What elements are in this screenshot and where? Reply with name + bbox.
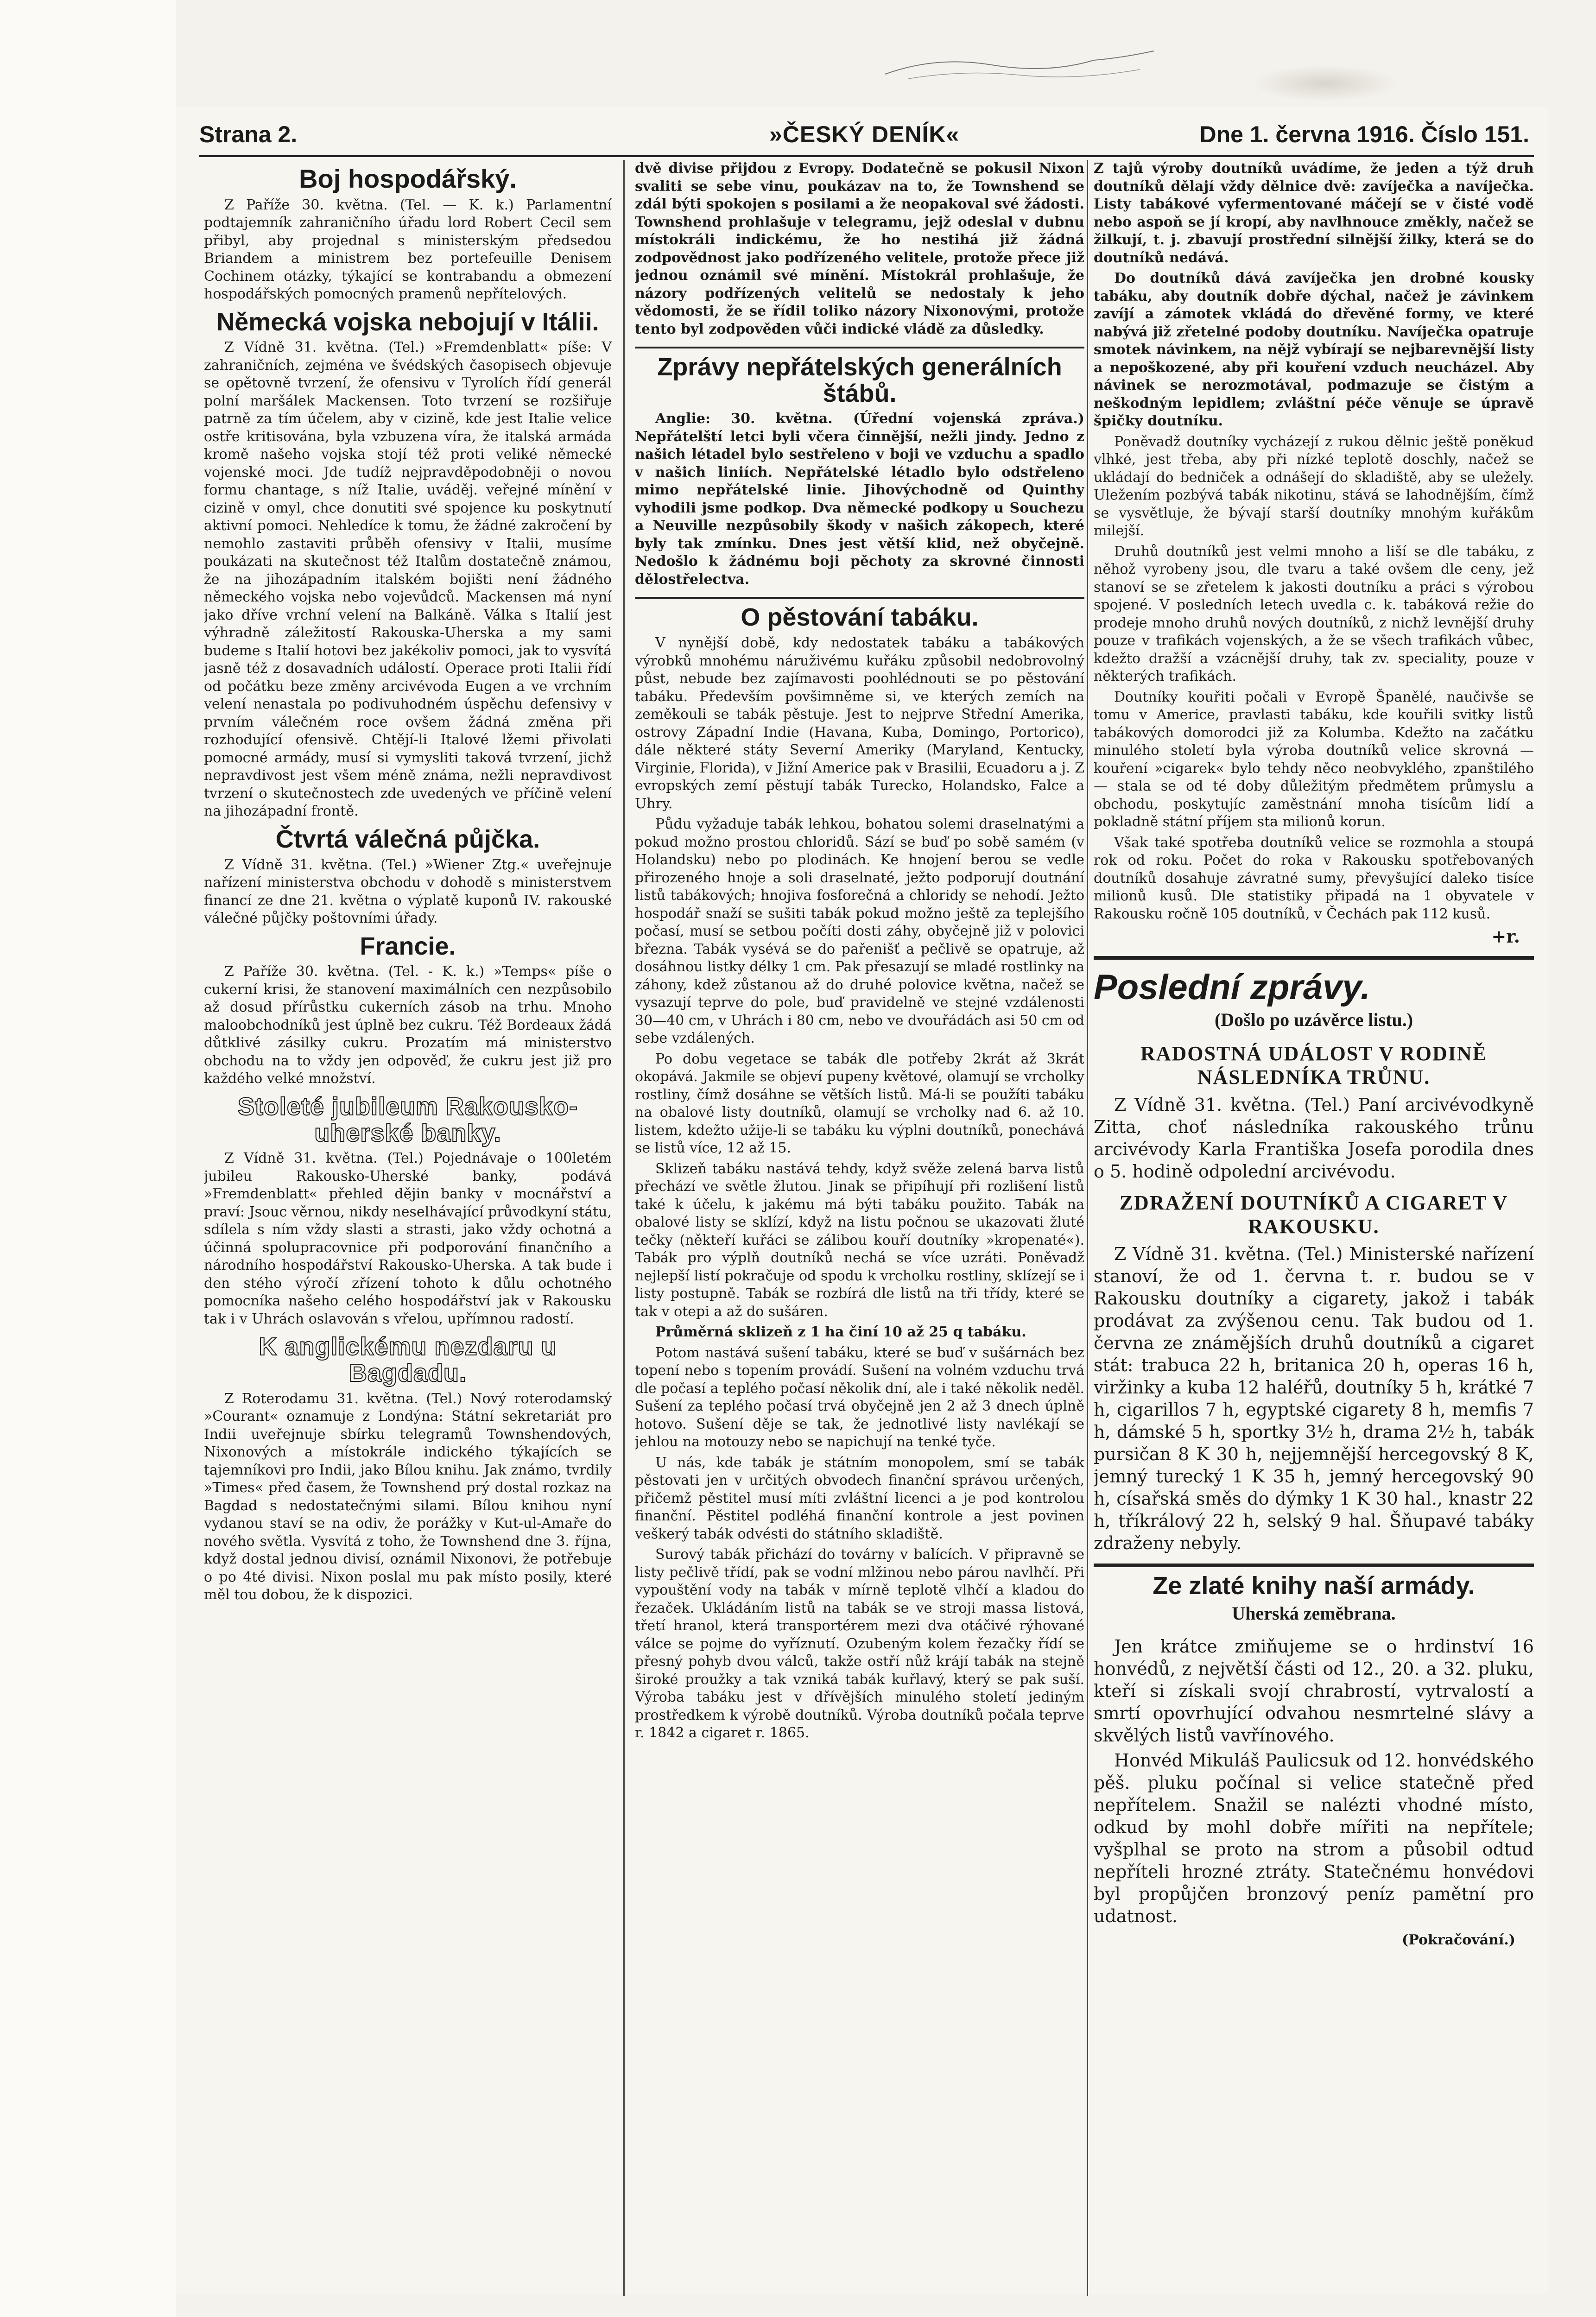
- column-3: [1094, 160, 1534, 2301]
- continued-note: (Pokračování.): [1402, 1932, 1515, 1949]
- article-text: U nás, kde tabák je státním monopolem, smí se tabák pěstovati jen v určitých obvodech finanční správou určených, přičemž pěstitel musí míti zvláštní licenci a je pod kontrolou finanční. Pěstitel podléhá finanční kontrole a jest povinen veškerý tabák odvésti do státního skladiště.: [635, 1454, 1084, 1542]
- article-text: Z Vídně 31. května. (Tel.) »Wiener Ztg.« uveřejnuje nařízení ministerstva obchodu v dohodě s ministerstvem financí ze dne 21. května o výplatě kuponů IV. rakouské válečné půjčky poštovními úřady.: [204, 856, 612, 927]
- divider: [635, 347, 1084, 348]
- column-2: [635, 160, 1084, 2301]
- pencil-scribble: [880, 46, 1159, 88]
- article-text: Honvéd Mikuláš Paulicsuk od 12. honvédského pěš. pluku počínal si velice statečně před nepřítelem. Snažil se nalézti vhodné místo, odkud by mohl dobře mířiti na nepřítele; vyšplhal se proto na strom a působil odtud nepříteli hrozné ztráty. Statečnému honvédovi byl propůjčen bronzový peníz pamětní pro udatnost.: [1094, 1750, 1534, 1927]
- news-text: Z Vídně 31. května. (Tel.) Paní arcivévodkyně Zitta, choť následníka rakouského trůnu arcivévody Karla Františka Josefa porodila dnes o 5. hodině odpolední arcivévodu.: [1094, 1094, 1534, 1182]
- article-text: Sklizeň tabáku nastává tehdy, když svěže zelená barva listů přechází ve světle žlutou. Jinak se připíhují při rozlišení listů také k účelu, k jakému má býti tabáku použito. Tabák na obalové listy se sklízí, když na listu počnou se ukazovati žluté tečky (někteří kuřáci se zálibou kouří doutníky »kropenaté«). Tabák pro výplň doutníků nechá se více uzráti. Poněvadž nejlepší listí pokračuje od spodu k vrcholku rostliny, sklízejí se i listy postupně. Tabák se rozbírá dle listů na tři třídy, které se tak v otepi a až do sušáren.: [635, 1160, 1084, 1320]
- section-subheading: (Došlo po uzávěrce listu.): [1214, 1009, 1413, 1030]
- news-heading: RADOSTNÁ UDÁLOST V RODINĚ NÁSLEDNÍKA TRŮNU.: [1140, 1042, 1488, 1089]
- article-text: Půdu vyžaduje tabák lehkou, bohatou solemi draselnatými a pokud možno prostou chloridů. Sází se buď po sobě samém (v Holandsku) nebo po plodinách. Ke hnojení berou se vedle přirozeného hnoje a soli draselnaté, ježto podporují doutnání listů tabákových; hnojiva fosforečná a chloridy se nehodí. Ježto hospodář snaží se sušiti tabák pokud možno ještě za teplejšího počasí, musí se setbou počíti dosti záhy, obyčejně již v polovici března. Tabák vysévá se do pařenišť a pečlivě se opatruje, až dosáhnou listky délky 1 cm. Pak přesazují se mladé rostlinky na záhony, kdež zůstanou až do druhé polovice května, načež se vysazují teprve do pole, buď pravidelně ve stejné vzdálenosti 30—40 cm, v Uhrách i 80 cm, nebo ve dvouřádách asi 50 cm od sebe vzdálených.: [635, 816, 1084, 1047]
- column-rule: [1087, 160, 1088, 2296]
- article-heading: Boj hospodářský.: [299, 164, 517, 193]
- article-text: Potom nastává sušení tabáku, které se buď v sušárnách bez topení nebo s topením provádí. Sušení na volném vzduchu trvá dle počasí a teplého počasí několik dní, ale i také několik neděl. Sušení za teplého počasí trvá obyčejně jen 2 až 3 dnech úplně hotovo. Sušení děje se tak, že jednotlivé listy navlékají se jehlou na motouzy nebo se napichují na tenké tyče.: [635, 1344, 1084, 1450]
- article-text: Z Roterodamu 31. května. (Tel.) Nový roterodamský »Courant« oznamuje z Londýna: Státní sekretariát pro Indii uveřejnuje sbírku telegramů Townshendových, Nixonových a místokrále indického týkajících se tajemníkovi pro Indii, jako Bílou knihu. Jak známo, tvrdily »Times« před časem, že Townshend prý dostal rozkaz na Bagdad s nedostatečnými silami. Bílou knihou nyní vydanou staví se na odiv, že porážky v Kut-ul-Amaře do nového světla. Vysvítá z toho, že Townshend dne 3. října, když dostal jednou divisí, oznámil Nixonovi, že potřebuje o po 4té divisi. Nixon poslal mu pak místo posily, které měl tou dobou, že k dispozici.: [204, 1390, 612, 1603]
- news-heading: ZDRAŽENÍ DOUTNÍKŮ A CIGARET V RAKOUSKU.: [1119, 1191, 1508, 1238]
- article-text: Anglie: 30. května. (Úřední vojenská zpráva.) Nepřátelští letci byli včera činnější, nežli jindy. Jedno z našich létadel bylo sestřeleno v boji ve vzduchu a spadlo v našich liniích. Nepřátelské létadlo bylo odstřeleno mimo nepřátelské linie. Jihovýchodně od Quinthy vyhodili jsme podkop. Dva německé podkopy u Souchezu a Neuville nezpůsobily škody v našich zákopech, které byly tak zmínku. Dnes jest větší klid, než obyčejně. Nedošlo k žádnému boji pěchoty za skrovné činnosti dělostřelectva.: [635, 411, 1084, 588]
- article-heading: K anglickému nezdaru u Bagdadu.: [259, 1333, 557, 1387]
- section-heading: Ze zlaté knihy naší armády.: [1153, 1571, 1475, 1600]
- article-text: Z Vídně 31. května. (Tel.) »Fremdenblatt« píše: V zahraničních, zejména ve švédských časopisech objevuje se opětovně tvrzení, že ofensivu v Tyrolích řídí generál polní maršálek Mackensen. Toto tvrzení se rozšiřuje patrně za tím účelem, aby v cizině, kde jest Italie velice ostře kritisována, byla vzbuzena víra, že italská armáda kromě našeho vojska stojí též proti veliké německé vojenské moci. Jde tudíž nejpravděpodobněji o novou formu chantage, s níž Italie, uváděj. veřejné mínění v cizině v omyl, chce donutiti své spojence ku poskytnutí aktivní pomoci. Nehledíce k tomu, že žádné zakročení by nemohlo zastaviti průběh ofensivy v Italii, musíme poukázati na skutečnost též Italům dostatečně známou, že na jihozápadním italském bojišti není žádného německého vojska nebo vojevůdců. Mackensen má nyní jako dříve vrchní velení na Balkáně. Válka s Italií jest výhradně záležitostí Rakouska-Uherska a my sami budeme s Italií hotovi bez jakékoliv pomoci, jak to vysvítá jasně též z dosavadních událostí. Operace proti Italii řídí od počátku beze změny arcivévoda Eugen a ve vrchním velení nenastala po podivuhodném úspěchu defensivy v prvním válečném roce ovšem žádná změna při rozhodující ofensivě. Chtějí-li Italové lžemi přivolati pomocné armády, musí si vymysliti taková tvrzení, jichž nepravdivost jest všem méně známa, nežli nepravdivost tvrzení o skutečnostech zde uvedených ve příčině velení na jihozápadní frontě.: [204, 339, 612, 820]
- section-heading: Poslední zprávy.: [1094, 968, 1370, 1007]
- issue-date: Dne 1. června 1916. Číslo 151.: [1199, 121, 1529, 147]
- article-heading: Německá vojska nebojují v Itálii.: [216, 308, 599, 336]
- page-number: Strana 2.: [199, 121, 298, 147]
- article-text: Z Vídně 31. května. (Tel.) Pojednávaje o 100letém jubileu Rakousko-Uherské banky, podává »Fremdenblatt« přehled dějin banky v mocnářství a praví: Jsouc věrnou, nikdy neselhávající průvodkyní státu, sdílela s ním vždy slasti a strasti, jako vždy ochotná a účinná spolupracovnice při podporování finančního a národního hospodářství Rakousko-Uherska. A tak bude i den stého výročí zřízení tohoto k důlu ochotného pomocníka našeho celého hospodářství jak v Rakousku tak i v Uhrách oslavován s vřelou, upřímnou radostí.: [204, 1150, 612, 1327]
- article-text: Z tajů výroby doutníků uvádíme, že jeden a týž druh doutníků dělají vždy dělnice dvě: zavíječka a navíječka. Listy tabákové vyfermentované máčejí se v čisté vodě nebo aspoň se jí kropí, aby navlhnouce změkly, načež se žilkují, t. j. zbavují prostřední silnější žilky, která se do doutníků nedává.: [1094, 160, 1534, 266]
- paper-stain: [1251, 65, 1400, 102]
- page-margin: [0, 0, 176, 2317]
- article-heading: O pěstování tabáku.: [741, 603, 979, 632]
- article-text: Poněvadž doutníky vycházejí z rukou dělnic ještě poněkud vlhké, jest třeba, aby při nízké teplotě doschly, načež se ukládají do bedniček a odnášejí do skladiště, aby se uležely. Uležením pozbývá tabák nikotinu, stává se lahodnějším, čímž se vysvětluje, že bývají starší doutníky mnohým kuřákům milejší.: [1094, 433, 1534, 539]
- article-heading: Zprávy nepřátelských generálních štábů.: [657, 353, 1062, 407]
- article-heading: Čtvrtá válečná půjčka.: [275, 825, 540, 853]
- news-text: Z Vídně 31. května. (Tel.) Ministerské nařízení stanoví, že od 1. června t. r. budou se v Rakousku doutníky a cigarety, jakož i tabák prodávat za zvýšenou cenu. Tak budou od 1. června ze známějších druhů doutníků a cigaret stát: trabuca 22 h, britanica 20 h, operas 16 h, viržinky a kuba 12 haléřů, doutníky 5 h, krátké 7 h, cigarillos 7 h, egyptské cigarety 8 h, memfis 7 h, dámské 5 h, sportky 3½ h, drama 2½ h, tabák pursičan 8 K 30 h, nejjemnější hercegovský 8 K, jemný turecký 1 K 35 h, jemný hercegovský 90 h, císařská směs do dýmky 1 K 30 hal., knastr 22 h, tříkrálový 22 h, selský 9 hal. Šňupavé tabáky zdraženy nebyly.: [1094, 1243, 1534, 1553]
- divider: [1094, 956, 1534, 960]
- divider: [1094, 1564, 1534, 1567]
- page-header: [199, 118, 1534, 157]
- article-text: Jen krátce zmiňujeme se o hrdinství 16 honvédů, z největší části od 12., 20. a 32. pluku, kteří si získali svojí chrabrostí, vytrvalostí a smrtí opovrhující odvahou nesmrtelné slávy a skvělých listů vavřínového.: [1094, 1636, 1534, 1746]
- author-signature: +r.: [1491, 926, 1520, 947]
- article-text: Druhů doutníků jest velmi mnoho a liší se dle tabáku, z něhož vyrobeny jsou, dle tvaru a také ovšem dle ceny, jež stanoví se se zřetelem k jakosti doutníku a práci s výrobou spojené. V posledních letech uvedla c. k. tabáková režie do prodeje mnoho druhů nových doutníků, z nichž levnější druhy pouze v trafikách vojenských, a že se všech trafikách vůbec, kdežto dražší a vzácnější druhy, tak zv. speciality, pouze v některých trafikách.: [1094, 543, 1534, 684]
- column-1: [204, 160, 612, 2301]
- article-heading: Francie.: [360, 932, 456, 960]
- article-text: Z Paříže 30. května. (Tel. — K. k.) Parlamentní podtajemník zahraničního úřadu lord Robert Cecil sem přibyl, aby projednal s ministerským předsedou Briandem a ministrem bez portefeuille Denisem Cochinem otázky, týkající se kontrabandu a obmezení hospodářských pomocných pramenů nepřítelových.: [204, 196, 612, 303]
- article-text: Doutníky kouřiti počali v Evropě Španělé, naučivše se tomu v Americe, pravlasti tabáku, kde kouřili svitky listů tabákových domorodci již za Kolumba. Kdežto na začátku minulého století byla výroba doutníků velice skrovná — kouření »cigarek« bylo tehdy něco neobvyklého, zpanštilého — stala se od té doby důležitým předmětem průmyslu a obchodu, poskytujíc zaměstnání mnoha tisícům lidí a pokladně státní příjem sta milionů korun.: [1094, 689, 1534, 830]
- article-text: Průměrná sklizeň z 1 ha činí 10 až 25 q tabáku.: [655, 1324, 1026, 1341]
- article-text: Však také spotřeba doutníků velice se rozmohla a stoupá rok od roku. Počet do roka v Rakousku spotřebovaných doutníků dosahuje závratné sumy, převyšující daleko tisíce milionů kusů. Dle statistiky připadá na 1 obyvatele v Rakousku ročně 105 doutníků, v Čechách pak 112 kusů.: [1094, 834, 1534, 922]
- article-text: Po dobu vegetace se tabák dle potřeby 2krát až 3krát okopává. Jakmile se objeví pupeny květové, olamují se vrcholky rostliny, čímž dosáhne se větších listů. Má-li se použíti tabáku na obalové listy doutníků, olamují se vrcholky nad 6. až 10. listem, kdežto užije-li se tabáku ku výplni doutníků, ponechává se listů více, 12 až 15.: [635, 1051, 1084, 1157]
- article-text: Do doutníků dává zavíječka jen drobné kousky tabáku, aby doutník dobře dýchal, načež je závinkem zavíjí a zámotek vkládá do dřevěné formy, ve které nabývá již zřetelné podoby doutníku. Navíječka opatruje smotek návinkem, na nějž vybírají se nejbarevnější listy a nepoškozené, aby při kouření vzduch neucházel. Aby návinek se nerozmotával, podmazuje se čistým a neškodným lepidlem; zvláštní péče věnuje se úpravě špičky doutníku.: [1094, 270, 1534, 429]
- column-rule: [623, 160, 625, 2296]
- article-text: Surový tabák přichází do továrny v balících. V připravně se listy pečlivě třídí, pak se vodní mlžinou nebo párou navlhčí. Při vypouštění vody na tabák v mírně teplotě vlhčí a kladou do řezaček. Ukládáním listů na tabák se ve stroji massa listová, třetí hranol, která transportérem mezi dva otáčivé rýhované válce se pojme do vyříznutí. Ozubeným kolem řezačky řídí se přesný pohyb dvou válců, takže ostří nůž krájí tabák na stejně široké proužky a tak vzniká tabák kuřlavý, který se pak suší. Výroba tabáku jest v dřívějších minulého století jediným prostředkem k výrobě doutníků. Výroba doutníků počala teprve r. 1842 a cigaret r. 1865.: [635, 1546, 1084, 1741]
- article-text: Z Paříže 30. května. (Tel. - K. k.) »Temps« píše o cukerní krisi, že stanovení maximálních cen nezpůsobilo až dosud přírůstku cukerních zásob na trhu. Mnoho maloobchodníků jest úplně bez cukru. Též Bordeaux žádá důtklivé zásilky cukru. Prozatím má ministerstvo obchodu na to vždy jen odpověď, že cukru jest již pro každého velké množství.: [204, 963, 612, 1087]
- article-text: V nynější době, kdy nedostatek tabáku a tabákových výrobků mnohému náruživému kuřáku způsobil nedobrovolný půst, nebude bez zajímavosti poohlédnouti se po pěstování tabáku. Především povšimněme si, ve kterých zemích na zeměkouli se tabák pěstuje. Jest to nejprve Střední Amerika, ostrovy Západní Indie (Havana, Kuba, Domingo, Portorico), dále některé státy Severní Ameriky (Maryland, Kentucky, Virginie, Florida), v Jižní Americe pak v Brasilii, Ecuadoru a j. Z evropských zemí pěstují tabák Turecko, Holandsko, Falce a Uhry.: [635, 635, 1084, 812]
- newspaper-title: »ČESKÝ DENÍK«: [769, 121, 960, 147]
- article-text: dvě divise přijdou z Evropy. Dodatečně se pokusil Nixon svaliti se sebe vinu, poukázav na to, že Townshend se zdál býti spokojen s posilami a že neopakoval své žádosti. Townshend prohlašuje v telegramu, jejž odeslal v dubnu místokráli indickému, že ho nestihá již žádná zodpovědnost jako podřízeného velitele, protože přece již jednou oznámil své mínění. Místokrál prohlašuje, že názory podřízených velitelů se nedostaly k jeho vědomosti, že se řídil toliko názory Nixonovými, protože tento byl zodpověden vůči indické vládě za důsledky.: [635, 160, 1084, 337]
- article-heading: Stoleté jubileum Rakousko-uherské banky.: [237, 1092, 578, 1147]
- section-subheading: Uherská zeměbrana.: [1232, 1603, 1396, 1624]
- divider: [635, 597, 1084, 599]
